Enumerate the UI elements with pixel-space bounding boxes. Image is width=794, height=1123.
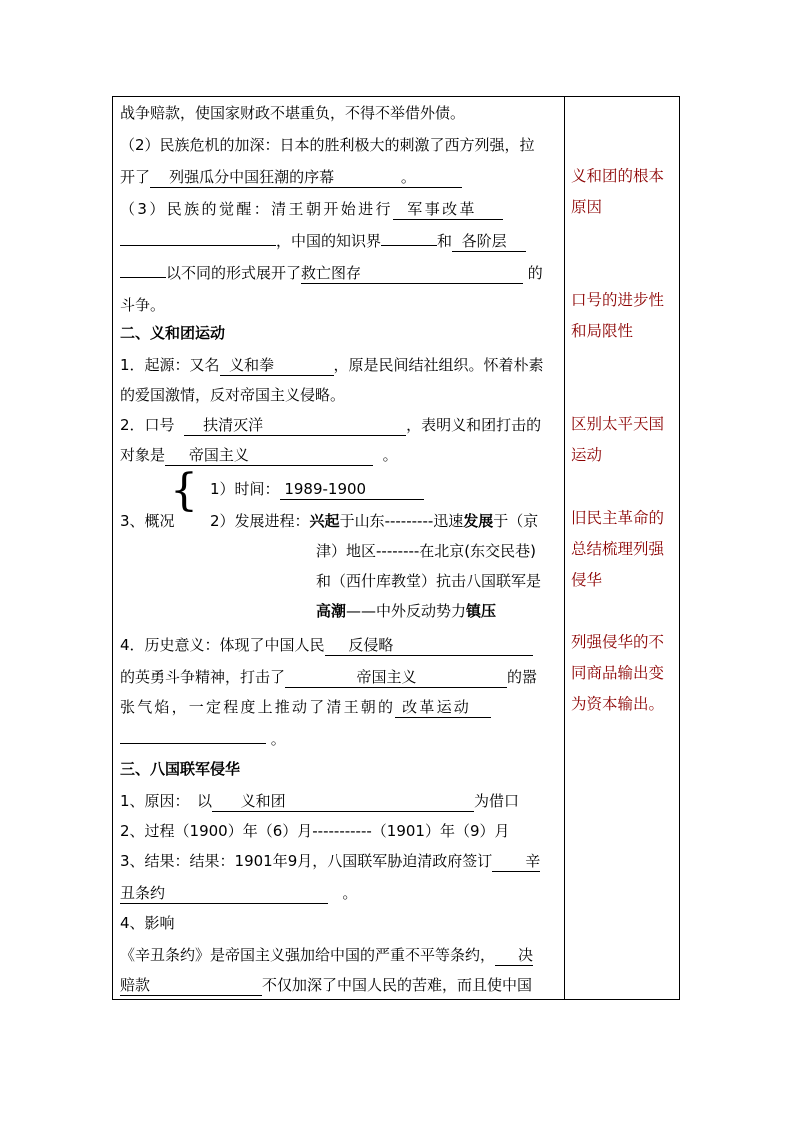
paragraph-line: （2）民族危机的加深：日本的胜利极大的刺激了西方列强，拉 <box>120 136 535 154</box>
blank-answer: 帝国主义 <box>165 446 373 466</box>
paragraph-line: 《辛丑条约》是帝国主义强加给中国的严重不平等条约， 决 <box>120 946 534 964</box>
paragraph-line: 以不同的形式展开了救亡图存 的 <box>120 263 543 284</box>
paragraph-line: ，中国的知识界 和 各阶层 <box>120 231 526 252</box>
section-heading: 三、八国联军侵华 <box>120 760 241 778</box>
paragraph-line: 1．起源：又名 义和拳 ，原是民间结社组织。怀着朴素 <box>120 356 544 374</box>
paragraph-line: 对象是 帝国主义 。 <box>120 446 398 464</box>
side-note: 口号的进步性 和局限性 <box>571 291 665 340</box>
side-note: 列强侵华的不 同商品输出变 为资本输出。 <box>571 633 665 713</box>
paragraph-line: 2、过程（1900）年（6）月-----------（1901）年（9）月 <box>120 822 510 840</box>
paragraph-line: 2．口号 扶清灭洋 ，表明义和团打击的 <box>120 416 542 434</box>
paragraph-line: 3、概况 <box>120 512 175 530</box>
blank-answer: 救亡图存 <box>301 264 523 284</box>
blank-answer: 义和拳 <box>220 356 334 376</box>
blank-answer: 辛 <box>492 852 540 872</box>
paragraph-line: 和（西什库教堂）抗击八国联军是 <box>316 572 542 590</box>
paragraph-line: 的英勇斗争精神，打击了 帝国主义 的嚣 <box>120 668 538 686</box>
column-divider <box>564 97 565 999</box>
blank-answer <box>120 743 266 744</box>
blank-answer: 决 <box>495 946 533 966</box>
section-heading: 二、义和团运动 <box>120 324 226 342</box>
paragraph-line: 的爱国激情，反对帝国主义侵略。 <box>120 386 346 404</box>
paragraph-line: 斗争。 <box>120 296 166 314</box>
paragraph-line: 高潮——中外反动势力镇压 <box>316 602 497 620</box>
paragraph-line: 。 <box>120 729 286 749</box>
paragraph-line: 开了 列强瓜分中国狂潮的序幕 。 <box>120 167 462 188</box>
content-table <box>112 96 680 1000</box>
blank-answer: 反侵略 <box>325 636 533 656</box>
side-note: 区别太平天国 运动 <box>571 415 665 464</box>
paragraph-line: 2）发展进程：兴起于山东---------迅速发展于（京 <box>210 512 539 530</box>
blank-answer <box>381 245 437 246</box>
blank-answer: 帝国主义 <box>285 668 507 688</box>
brace-icon: { <box>170 465 198 516</box>
paragraph-line: 3、结果：结果：1901年9月，八国联军胁迫清政府签订 辛 <box>120 852 541 870</box>
paragraph-line: 战争赔款，使国家财政不堪重负，不得不举借外债。 <box>120 104 466 122</box>
paragraph-line: 丑条约 。 <box>120 884 358 902</box>
side-note: 旧民主革命的 总结梳理列强 侵华 <box>571 509 665 589</box>
blank-answer: 1989-1900 <box>280 480 424 500</box>
blank-answer <box>120 245 276 246</box>
paragraph-line: 4．历史意义：体现了中国人民 反侵略 <box>120 635 533 656</box>
blank-answer: 军事改革 <box>393 200 503 220</box>
blank-answer: 改革运动 <box>395 698 491 718</box>
blank-answer: 扶清灭洋 <box>184 416 406 436</box>
paragraph-line: 4、影响 <box>120 914 175 932</box>
side-note: 义和团的根本 原因 <box>571 167 665 216</box>
blank-answer <box>120 277 166 278</box>
blank-answer: 丑条约 <box>120 884 328 904</box>
blank-answer: 列强瓜分中国狂潮的序幕 。 <box>150 168 462 188</box>
paragraph-line: 津）地区--------在北京(东交民巷) <box>316 542 537 560</box>
paragraph-line: 1、原因： 以 义和团 为借口 <box>120 792 520 810</box>
paragraph-line: 赔款 不仅加深了中国人民的苦难，而且使中国 <box>120 976 533 994</box>
paragraph-line: 张气焰，一定程度上推动了清王朝的 改革运动 <box>120 697 491 718</box>
blank-answer: 义和团 <box>212 792 474 812</box>
blank-answer: 各阶层 <box>452 232 526 252</box>
paragraph-line: （3）民族的觉醒：清王朝开始进行 军事改革 <box>120 199 503 220</box>
blank-answer: 赔款 <box>120 976 262 996</box>
paragraph-line: 1）时间： 1989-1900 <box>210 479 424 500</box>
